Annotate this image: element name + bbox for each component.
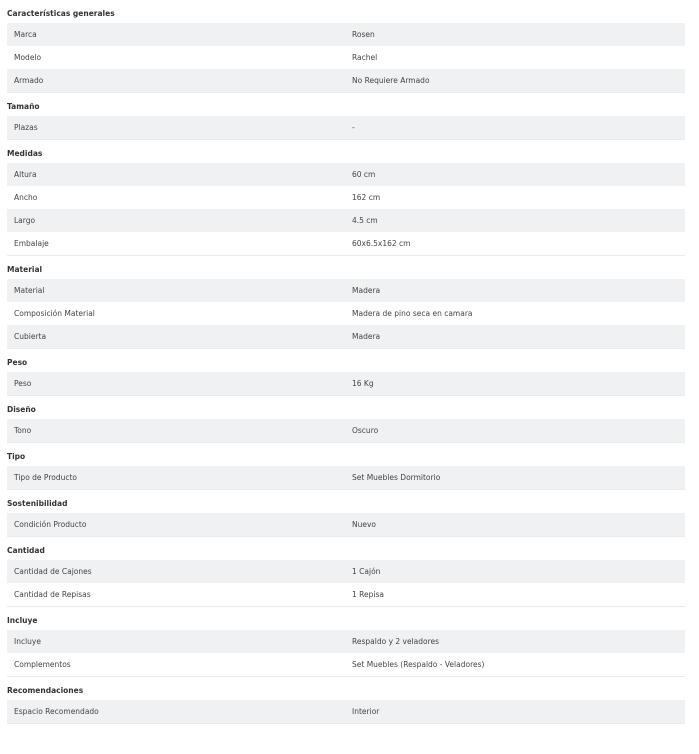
section-title: Tipo: [7, 452, 26, 461]
spec-label: Marca: [14, 30, 37, 39]
spec-table: [7, 279, 685, 349]
spec-table: [7, 700, 685, 724]
spec-value: Rachel: [352, 53, 378, 62]
spec-row: [7, 700, 685, 724]
spec-section: [7, 537, 685, 607]
spec-value: Rosen: [352, 30, 375, 39]
spec-section: [7, 0, 685, 93]
spec-row: [7, 583, 685, 607]
spec-section: [7, 443, 685, 490]
spec-row: [7, 163, 685, 186]
spec-row: [7, 186, 685, 209]
spec-row: [7, 466, 685, 490]
spec-row: [7, 560, 685, 583]
spec-row: [7, 302, 685, 325]
spec-label: Altura: [14, 170, 37, 179]
spec-label: Plazas: [14, 123, 38, 132]
spec-label: Incluye: [14, 637, 41, 646]
spec-label: Material: [14, 286, 45, 295]
spec-table: [7, 163, 685, 256]
section-title: Cantidad: [7, 546, 45, 555]
spec-row: [7, 69, 685, 93]
spec-value: 16 Kg: [352, 379, 374, 388]
spec-label: Tono: [14, 426, 32, 435]
spec-value: Madera: [352, 332, 381, 341]
spec-row: [7, 232, 685, 256]
spec-value: 4.5 cm: [352, 216, 378, 225]
spec-value: 60x6.5x162 cm: [352, 239, 411, 248]
spec-row: [7, 116, 685, 140]
spec-label: Ancho: [14, 193, 38, 202]
spec-row: [7, 513, 685, 537]
spec-section: [7, 140, 685, 256]
spec-value: Set Muebles (Respaldo - Veladores): [352, 660, 485, 669]
spec-row: [7, 653, 685, 677]
section-title: Características generales: [7, 9, 115, 18]
section-title: Incluye: [7, 616, 38, 625]
spec-label: Condición Producto: [14, 520, 87, 529]
spec-row: [7, 279, 685, 302]
spec-label: Composición Material: [14, 309, 95, 318]
spec-table: [7, 419, 685, 443]
section-title: Recomendaciones: [7, 686, 84, 695]
spec-label: Armado: [14, 76, 44, 85]
spec-value: 162 cm: [352, 193, 381, 202]
specifications-panel: [7, 0, 685, 724]
spec-table: [7, 116, 685, 140]
spec-section: [7, 607, 685, 677]
spec-label: Largo: [14, 216, 36, 225]
spec-value: No Requiere Armado: [352, 76, 430, 85]
section-title: Diseño: [7, 405, 36, 414]
spec-table: [7, 513, 685, 537]
spec-row: [7, 372, 685, 396]
spec-value: 60 cm: [352, 170, 376, 179]
spec-value: 1 Repisa: [352, 590, 384, 599]
section-title: Tamaño: [7, 102, 40, 111]
spec-row: [7, 209, 685, 232]
spec-row: [7, 46, 685, 69]
spec-section: [7, 490, 685, 537]
spec-value: Madera de pino seca en camara: [352, 309, 473, 318]
spec-row: [7, 630, 685, 653]
spec-table: [7, 466, 685, 490]
spec-label: Modelo: [14, 53, 42, 62]
spec-label: Cantidad de Repisas: [14, 590, 91, 599]
section-title: Sostenibilidad: [7, 499, 68, 508]
spec-row: [7, 419, 685, 443]
spec-table: [7, 23, 685, 93]
spec-section: [7, 396, 685, 443]
spec-table: [7, 372, 685, 396]
spec-section: [7, 256, 685, 349]
spec-value: Set Muebles Dormitorio: [352, 473, 441, 482]
section-title: Peso: [7, 358, 28, 367]
spec-value: Madera: [352, 286, 381, 295]
spec-label: Cubierta: [14, 332, 47, 341]
spec-value: Respaldo y 2 veladores: [352, 637, 440, 646]
spec-row: [7, 325, 685, 349]
spec-section: [7, 677, 685, 724]
spec-label: Espacio Recomendado: [14, 707, 99, 716]
spec-table: [7, 560, 685, 607]
section-title: Medidas: [7, 149, 43, 158]
spec-table: [7, 630, 685, 677]
spec-value: Nuevo: [352, 520, 377, 529]
spec-row: [7, 23, 685, 46]
spec-label: Complementos: [14, 660, 71, 669]
spec-label: Tipo de Producto: [14, 473, 77, 482]
spec-value: -: [352, 123, 355, 132]
spec-value: Interior: [352, 707, 380, 716]
spec-label: Embalaje: [14, 239, 49, 248]
spec-value: Oscuro: [352, 426, 379, 435]
section-title: Material: [7, 265, 43, 274]
spec-section: [7, 349, 685, 396]
spec-value: 1 Cajón: [352, 567, 381, 576]
spec-label: Cantidad de Cajones: [14, 567, 92, 576]
spec-section: [7, 93, 685, 140]
spec-label: Peso: [14, 379, 32, 388]
